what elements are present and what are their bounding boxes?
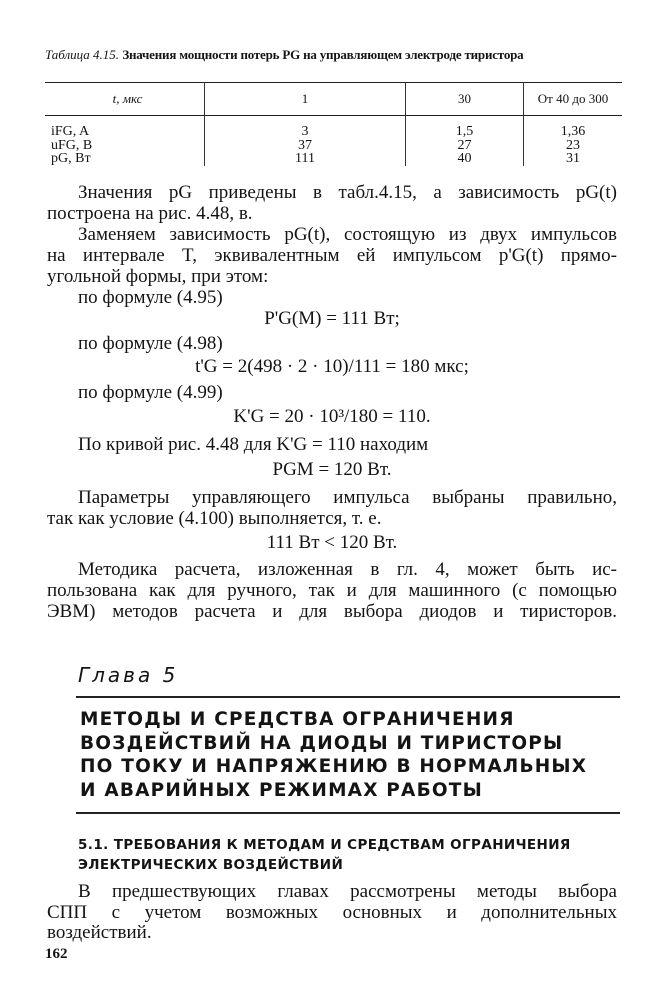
paragraph-line: По кривой рис. 4.48 для K'G = 110 находим bbox=[78, 434, 429, 455]
paragraph-line: пользована как для ручного, так и для машинного (с помощью bbox=[47, 580, 617, 601]
paragraph-line: Значения pG приведены в табл.4.15, а зависимость pG(t) bbox=[78, 182, 617, 203]
table-row bbox=[45, 116, 622, 139]
table-caption-label: Таблица 4.15. bbox=[45, 47, 120, 62]
chapter-title: МЕТОДЫ И СРЕДСТВА ОГРАНИЧЕНИЯ ВОЗДЕЙСТВИЙ НА ДИОДЫ И ТИРИСТОРЫ ПО ТОКУ И НАПРЯЖЕНИЮ В НОРМАЛЬНЫХ И АВАРИЙНЫХ РЕЖИМАХ РАБОТЫ bbox=[80, 709, 588, 801]
formula-reference: по формуле (4.99) bbox=[78, 382, 223, 403]
table-header-cell: 1 bbox=[205, 83, 406, 116]
formula-reference: по формуле (4.95) bbox=[78, 287, 223, 308]
paragraph-line: СПП с учетом возможных основных и дополнительных bbox=[47, 902, 617, 923]
row-label: iFG, A bbox=[51, 124, 90, 139]
paragraph-line: Методика расчета, изложенная в гл. 4, может быть ис- bbox=[78, 559, 617, 580]
row-label: uFG, B bbox=[51, 137, 93, 153]
equation: t'G = 2(498 · 2 · 10)/111 = 180 мкс; bbox=[195, 356, 469, 377]
table-header-cell: От 40 до 300 bbox=[524, 83, 623, 116]
table-caption-text: Значения мощности потерь PG на управляющем электроде тиристора bbox=[122, 47, 524, 62]
table-header-cell: t, мкс bbox=[45, 83, 205, 116]
page-number: 162 bbox=[45, 946, 68, 962]
table-cell: 3 bbox=[205, 116, 406, 139]
chapter-label: Глава 5 bbox=[78, 663, 179, 687]
table-header-cell: 30 bbox=[406, 83, 524, 116]
table-cell: 27 bbox=[406, 139, 524, 153]
formula-reference: по формуле (4.98) bbox=[78, 333, 223, 354]
paragraph-line: так как условие (4.100) выполняется, т. е. bbox=[47, 508, 382, 529]
table-cell: 1,36 bbox=[524, 116, 623, 139]
equation: PGM = 120 Вт. bbox=[272, 459, 392, 480]
chapter-top-rule bbox=[76, 696, 620, 698]
section-title: 5.1. ТРЕБОВАНИЯ К МЕТОДАМ И СРЕДСТВАМ ОГРАНИЧЕНИЯ ЭЛЕКТРИЧЕСКИХ ВОЗДЕЙСТВИЙ bbox=[78, 837, 571, 873]
paragraph-line: ЭВМ) методов расчета и для выбора диодов и тиристоров. bbox=[47, 601, 617, 622]
paragraph-line: В предшествующих главах рассмотрены методы выбора bbox=[78, 881, 617, 902]
table-row bbox=[45, 152, 622, 166]
equation: P'G(M) = 111 Вт; bbox=[264, 308, 400, 329]
table-cell: 1,5 bbox=[406, 116, 524, 139]
table-cell: 37 bbox=[205, 139, 406, 153]
table-caption bbox=[45, 47, 625, 63]
chapter-bottom-rule bbox=[76, 812, 620, 814]
paragraph-line: на интервале T, эквивалентным ей импульсом p'G(t) прямо- bbox=[47, 245, 617, 266]
table-row bbox=[45, 139, 622, 153]
equation: 111 Вт < 120 Вт. bbox=[266, 532, 398, 553]
row-label: pG, Вт bbox=[51, 151, 91, 166]
paragraph-line: угольной формы, при этом: bbox=[47, 266, 269, 287]
table-cell: 23 bbox=[524, 139, 623, 153]
table-header-row bbox=[45, 83, 622, 116]
table-cell: 111 bbox=[205, 152, 406, 166]
table-cell: 40 bbox=[406, 152, 524, 166]
equation: K'G = 20 · 10³/180 = 110. bbox=[233, 406, 431, 427]
table-cell: 31 bbox=[524, 152, 623, 166]
paragraph-line: воздействий. bbox=[47, 922, 152, 943]
power-loss-table bbox=[45, 82, 622, 166]
paragraph-line: построена на рис. 4.48, в. bbox=[47, 203, 253, 224]
paragraph-line: Параметры управляющего импульса выбраны правильно, bbox=[78, 487, 617, 508]
paragraph-line: Заменяем зависимость pG(t), состоящую из двух импульсов bbox=[78, 224, 617, 245]
